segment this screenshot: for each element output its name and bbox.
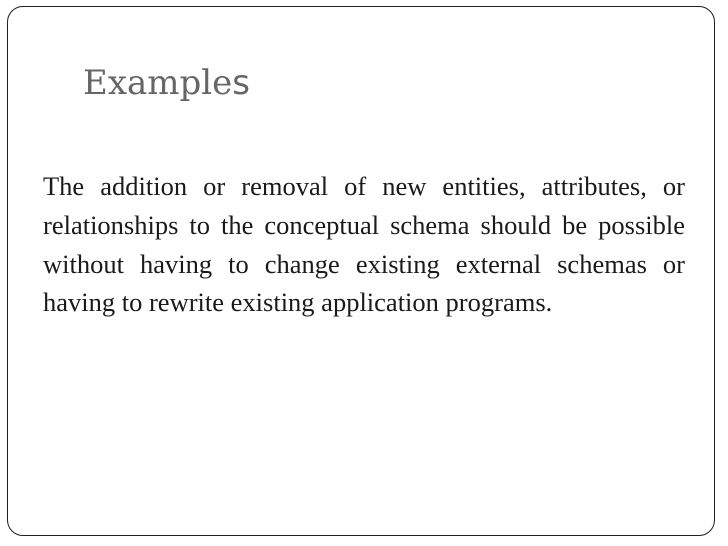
slide-title [83, 59, 250, 107]
slide-body-text: The addition or removal of new entities, attributes, or relationships to the conceptual schema should be possible without having to change existing external schemas or having to rewrite existing application programs. [43, 171, 685, 318]
slide-title-tail: s [232, 63, 250, 103]
slide-title-main: Example [83, 63, 233, 103]
